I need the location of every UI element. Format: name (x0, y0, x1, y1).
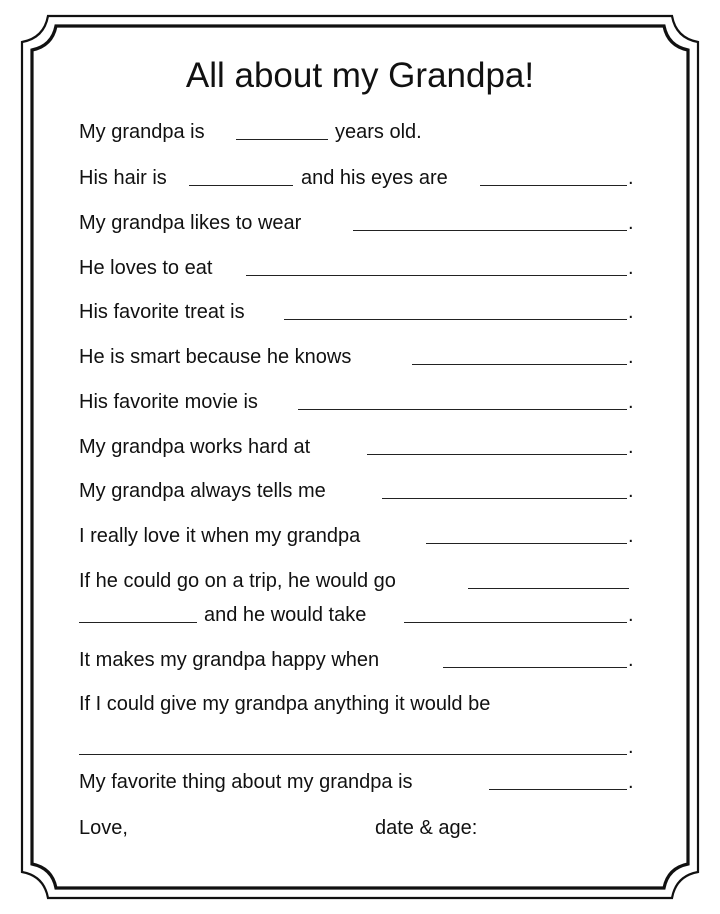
line-smart (79, 342, 634, 372)
blank-age[interactable] (236, 139, 328, 140)
period: . (628, 167, 634, 189)
line-tells-prefix: My grandpa always tells me (79, 480, 326, 502)
line-signature (79, 813, 634, 843)
line-treat (79, 297, 634, 327)
line-age (79, 117, 634, 147)
blank-trip-destination-cont[interactable] (79, 622, 197, 623)
blank-happy[interactable] (443, 667, 627, 668)
line-smart-prefix: He is smart because he knows (79, 346, 352, 368)
line-age-suffix: years old. (335, 121, 422, 143)
period: . (628, 391, 634, 413)
line-eat (79, 253, 634, 283)
period: . (628, 736, 634, 758)
line-trip (79, 566, 634, 596)
line-trip-prefix: If he could go on a trip, he would go (79, 570, 396, 592)
love-label: Love, (79, 817, 128, 839)
line-give-answer (79, 732, 634, 762)
blank-eyes[interactable] (480, 185, 627, 186)
blank-eat[interactable] (246, 275, 627, 276)
blank-love[interactable] (426, 543, 627, 544)
line-love (79, 521, 634, 551)
line-favorite-prefix: My favorite thing about my grandpa is (79, 771, 413, 793)
period: . (628, 480, 634, 502)
blank-hair[interactable] (189, 185, 293, 186)
line-give-prefix: If I could give my grandpa anything it would be (79, 693, 491, 715)
line-wear (79, 208, 634, 238)
blank-trip-take[interactable] (404, 622, 627, 623)
blank-tells[interactable] (382, 498, 627, 499)
blank-trip-destination[interactable] (468, 588, 629, 589)
blank-treat[interactable] (284, 319, 627, 320)
line-age-prefix: My grandpa is (79, 121, 205, 143)
period: . (628, 525, 634, 547)
line-tells (79, 476, 634, 506)
line-eyes-prefix: and his eyes are (301, 167, 448, 189)
line-love-prefix: I really love it when my grandpa (79, 525, 361, 547)
period: . (628, 604, 634, 626)
line-treat-prefix: His favorite treat is (79, 301, 245, 323)
page-title: All about my Grandpa! (185, 56, 535, 95)
line-works (79, 432, 634, 462)
blank-smart[interactable] (412, 364, 627, 365)
line-movie (79, 387, 634, 417)
blank-works[interactable] (367, 454, 627, 455)
period: . (628, 346, 634, 368)
blank-wear[interactable] (353, 230, 627, 231)
line-happy (79, 645, 634, 675)
line-hair-eyes (79, 163, 634, 193)
line-eat-prefix: He loves to eat (79, 257, 213, 279)
line-works-prefix: My grandpa works hard at (79, 436, 311, 458)
period: . (628, 649, 634, 671)
line-wear-prefix: My grandpa likes to wear (79, 212, 302, 234)
period: . (628, 436, 634, 458)
blank-favorite[interactable] (489, 789, 627, 790)
line-favorite (79, 767, 634, 797)
line-trip-take (79, 600, 634, 630)
line-hair-prefix: His hair is (79, 167, 167, 189)
period: . (628, 301, 634, 323)
period: . (628, 771, 634, 793)
line-movie-prefix: His favorite movie is (79, 391, 258, 413)
period: . (628, 212, 634, 234)
period: . (628, 257, 634, 279)
date-age-label: date & age: (375, 817, 478, 839)
line-trip-take-prefix: and he would take (204, 604, 367, 626)
blank-give[interactable] (79, 754, 627, 755)
line-happy-prefix: It makes my grandpa happy when (79, 649, 380, 671)
line-give (79, 689, 634, 719)
blank-movie[interactable] (298, 409, 627, 410)
